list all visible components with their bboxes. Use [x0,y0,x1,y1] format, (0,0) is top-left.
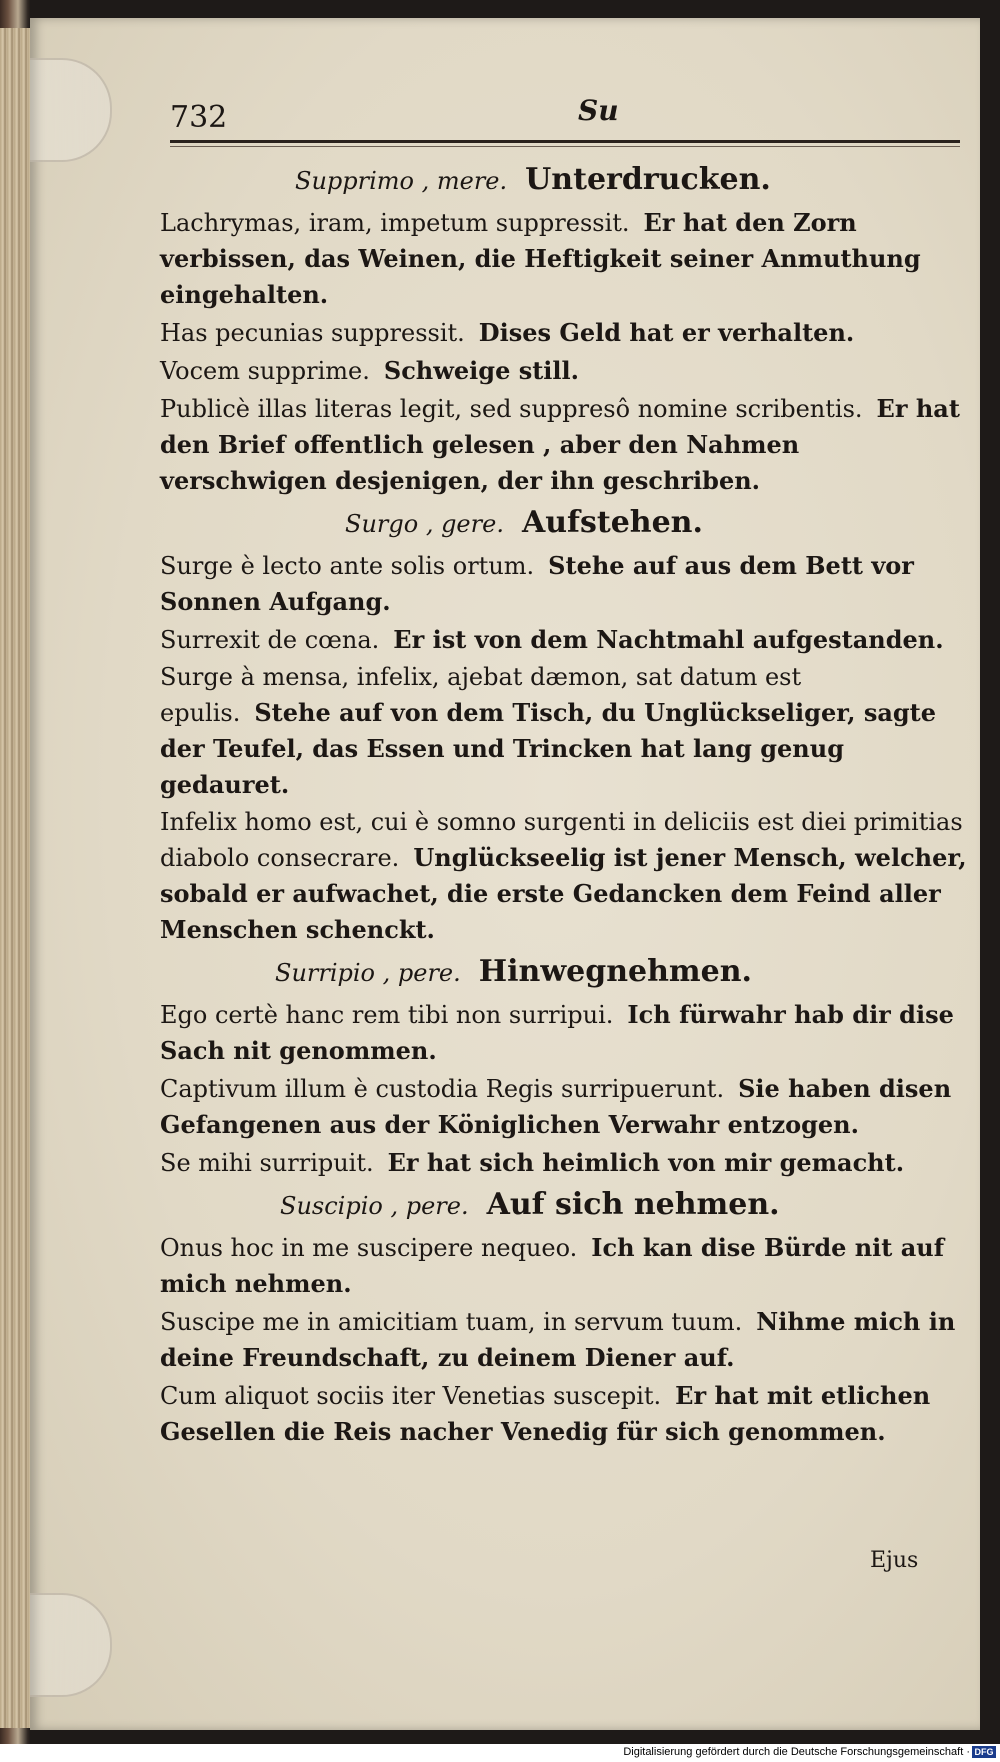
digitization-footer [0,1744,1000,1762]
entry-latin: Surrexit de cœna. [160,626,380,654]
headword-german: Hinwegnehmen. [478,954,753,989]
entry-german: Er hat den Zorn verbissen, das Weinen, die Heftigkeit seiner Anmuthung eingehalten. [160,208,921,309]
entry-german: Nihme mich in deine Freundschaft, zu deinem Diener auf. [160,1307,956,1372]
running-head: Su [578,94,619,127]
entry-german: Er hat den Brief offentlich gelesen , aber den Nahmen verschwigen desjenigen, der ihn geschriben. [160,394,960,495]
dfg-logo: DFG [972,1746,996,1758]
headword-surripio [160,950,970,995]
entry-latin: Surge à mensa, infelix, ajebat dæmon, sat datum est epulis. [160,663,802,727]
entry-german: Er hat sich heimlich von mir gemacht. [387,1148,905,1177]
entry-german: Schweige still. [383,356,580,385]
entry-german: Stehe auf aus dem Bett vor Sonnen Aufgang. [160,551,914,616]
headword-supprimo [160,158,970,203]
entry-latin: Cum aliquot sociis iter Venetias suscepit. [160,1382,662,1410]
entry [160,622,970,658]
entry-german: Er ist von dem Nachtmahl aufgestanden. [393,625,944,654]
entry-latin: Onus hoc in me suscipere nequeo. [160,1234,578,1262]
entry-latin: Surge è lecto ante solis ortum. [160,552,535,580]
entry [160,353,970,389]
entry [160,805,970,948]
page-clip-top [30,58,112,162]
page-header [170,88,960,148]
catchword: Ejus [870,1548,919,1573]
dfg-credit-text: Digitalisierung gefördert durch die Deutsche Forschungsgemeinschaft · [623,1746,970,1758]
entry-german: Ich fürwahr hab dir dise Sach nit genommen. [160,1000,954,1065]
entry-latin: Has pecunias suppressit. [160,319,465,347]
entry-latin: Infelix homo est, cui è somno surgenti in deliciis est diei primitias diabolo consecrare. [160,808,963,872]
entry [160,1378,970,1450]
entry-latin: Lachrymas, iram, impetum suppressit. [160,209,630,237]
headword-latin: Surgo , gere. [345,510,504,538]
dictionary-body [160,158,970,1452]
entry [160,1145,970,1181]
entry [160,1230,970,1302]
page-edges [0,28,32,1728]
entry [160,1071,970,1143]
entry-german: Unglückseelig ist jener Mensch, welcher, sobald er aufwachet, die erste Gedancken dem Feind aller Menschen schenckt. [160,843,967,944]
header-rule-thin [170,146,960,147]
headword-suscipio [160,1183,970,1228]
page-clip-bottom [30,1593,112,1697]
entry-latin: Suscipe me in amicitiam tuam, in servum tuum. [160,1308,743,1336]
entry-german: Sie haben disen Gefangenen aus der Königlichen Verwahr entzogen. [160,1074,952,1139]
entry-german: Ich kan dise Bürde nit auf mich nehmen. [160,1233,945,1298]
headword-surgo [160,501,970,546]
entry [160,660,970,803]
entry [160,1304,970,1376]
headword-latin: Suscipio , pere. [280,1192,469,1220]
entry-latin: Se mihi surripuit. [160,1149,374,1177]
entry-latin: Ego certè hanc rem tibi non surripui. [160,1001,614,1029]
entry-german: Dises Geld hat er verhalten. [478,318,855,347]
headword-german: Unterdrucken. [525,162,771,197]
headword-german: Auf sich nehmen. [486,1187,780,1222]
headword-latin: Supprimo , mere. [295,167,508,195]
headword-german: Aufstehen. [521,505,703,540]
entry-latin: Vocem supprime. [160,357,370,385]
entry [160,391,970,499]
entry-latin: Publicè illas literas legit, sed suppresô nomine scribentis. [160,395,863,423]
page-number: 732 [170,100,228,135]
entry [160,997,970,1069]
entry [160,548,970,620]
entry-latin: Captivum illum è custodia Regis surripuerunt. [160,1075,725,1103]
entry-german: Er hat mit etlichen Gesellen die Reis nacher Venedig für sich genommen. [160,1381,931,1446]
entry [160,205,970,313]
entry-german: Stehe auf von dem Tisch, du Unglückseliger, sagte der Teufel, das Essen und Trincken hat lang genug gedauret. [160,698,937,799]
headword-latin: Surripio , pere. [275,959,461,987]
entry [160,315,970,351]
header-rule [170,140,960,143]
